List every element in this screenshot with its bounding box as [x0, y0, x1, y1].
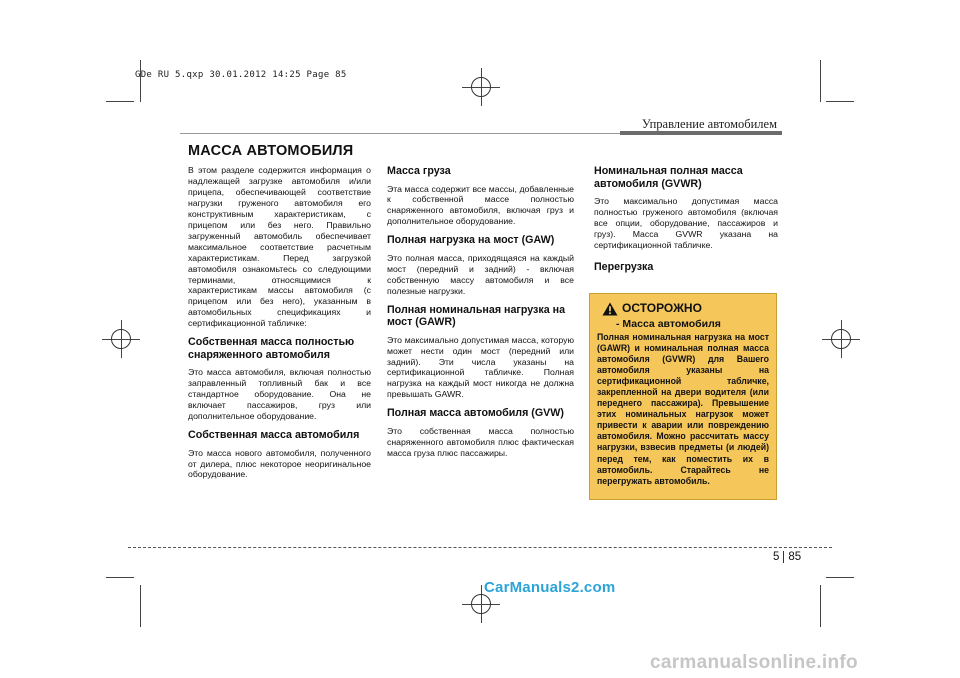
intro-paragraph: В этом разделе содержится информация о надлежащей загрузке автомобиля и/или прицепа, обеспечивающей соответствие нагрузки груженого автомобиля его конструктивным характеристикам, с прицепом или без него. Правильно загруженный автомобиль обеспечивает максимальное соответствие расчетным характеристикам. Перед загрузкой автомобиля ознакомьтесь со следующими терминами, относящимися к характеристикам массы автомобиля (с прицепом или без него), указанным в автомобильных спецификациях и сертификационной табличке:: [188, 165, 371, 329]
paragraph-gvwr: Это максимально допустимая масса полностью груженого автомобиля (включая все опции, оборудование, пассажиров и груз). Масса GVWR указана на сертификационной табличке.: [594, 196, 778, 250]
heading-vehicle-weight: Собственная масса автомобиля: [188, 429, 360, 442]
registration-mark-right: [822, 320, 860, 358]
column-3: [594, 165, 778, 279]
registration-mark-top: [462, 68, 500, 106]
warning-box: [589, 293, 777, 500]
paragraph-curb-weight: Это масса автомобиля, включая полностью заправленный топливный бак и все стандартное оборудование. Она не включает пассажиров, груз или дополнительное оборудование.: [188, 367, 371, 422]
header-rule-accent: [620, 131, 782, 135]
crop-mark: [826, 577, 854, 578]
crop-mark: [140, 60, 141, 102]
page-number: [773, 551, 801, 563]
paragraph-cargo-weight: Эта масса содержит все массы, добавленные к собственной массе полностью снаряженного автомобиля, включая груз и дополнительное оборудование.: [387, 183, 574, 227]
paragraph-gawr: Это максимально допустимая масса, которую может нести один мост (передний или задний). Эти числа указаны на сертификационной табличке. Полная нагрузка на каждый мост никогда не должна превышать GAWR.: [387, 334, 574, 400]
heading-cargo-weight: Масса груза: [387, 165, 451, 177]
heading-gaw: Полная нагрузка на мост (GAW): [387, 234, 555, 247]
heading-gawr: Полная номинальная нагрузка на мост (GAWR): [387, 303, 566, 329]
column-2: [387, 165, 574, 459]
registration-mark-left: [102, 320, 140, 358]
warning-subtitle: - Масса автомобиля: [616, 318, 721, 330]
crop-mark: [826, 101, 854, 102]
paragraph-gvw: Это собственная масса полностью снаряженного автомобиля плюс фактическая масса груза плюс пассажиры.: [387, 425, 574, 458]
crop-mark: [820, 60, 821, 102]
heading-gvwr: Номинальная полная масса автомобиля (GVWR): [594, 165, 743, 190]
crop-mark: [140, 585, 141, 627]
page-number-value: 85: [788, 551, 802, 564]
warning-triangle-icon: [602, 302, 618, 316]
crop-mark: [106, 577, 134, 578]
paragraph-vehicle-weight: Это масса нового автомобиля, полученного от дилера, плюс некоторое неоригинальное оборудование.: [188, 447, 371, 480]
print-slug: GDe RU 5.qxp 30.01.2012 14:25 Page 85: [135, 70, 347, 80]
warning-body: Полная номинальная нагрузка на мост (GAWR) и номинальная полная масса автомобиля (GVWR) для Вашего автомобиля указаны на сертификационной табличке, закрепленной на двери водителя (или переднего пассажира). Превышение этих номинальных нагрузок может привести к аварии или повреждению автомобиля. Можно рассчитать массу нагрузки, взвесив предметы (и людей) перед тем, как поместить их в автомобиль. Старайтесь не перегружать автомобиль.: [597, 332, 769, 486]
crop-mark: [820, 585, 821, 627]
heading-gvw: Полная масса автомобиля (GVW): [387, 407, 564, 420]
crop-mark: [106, 101, 134, 102]
paragraph-gaw: Это полная масса, приходящаяся на каждый мост (передний и задний) - включая собственную массу автомобиля и все полезные нагрузки.: [387, 252, 574, 296]
column-1: [188, 165, 371, 480]
footer-dashed-rule: [128, 547, 832, 548]
section-title: МАССА АВТОМОБИЛЯ: [188, 143, 354, 159]
running-header: Управление автомобилем: [641, 117, 777, 131]
chapter-number: 5: [773, 551, 780, 564]
watermark-carmanualsonline[interactable]: carmanualsonline.info: [650, 652, 858, 673]
warning-title: ОСТОРОЖНО: [622, 301, 702, 315]
heading-overload: Перегрузка: [594, 260, 654, 273]
watermark-carmanuals2[interactable]: CarManuals2.com: [484, 579, 616, 596]
heading-curb-weight: Собственная масса полностью снаряженного автомобиля: [188, 336, 355, 361]
